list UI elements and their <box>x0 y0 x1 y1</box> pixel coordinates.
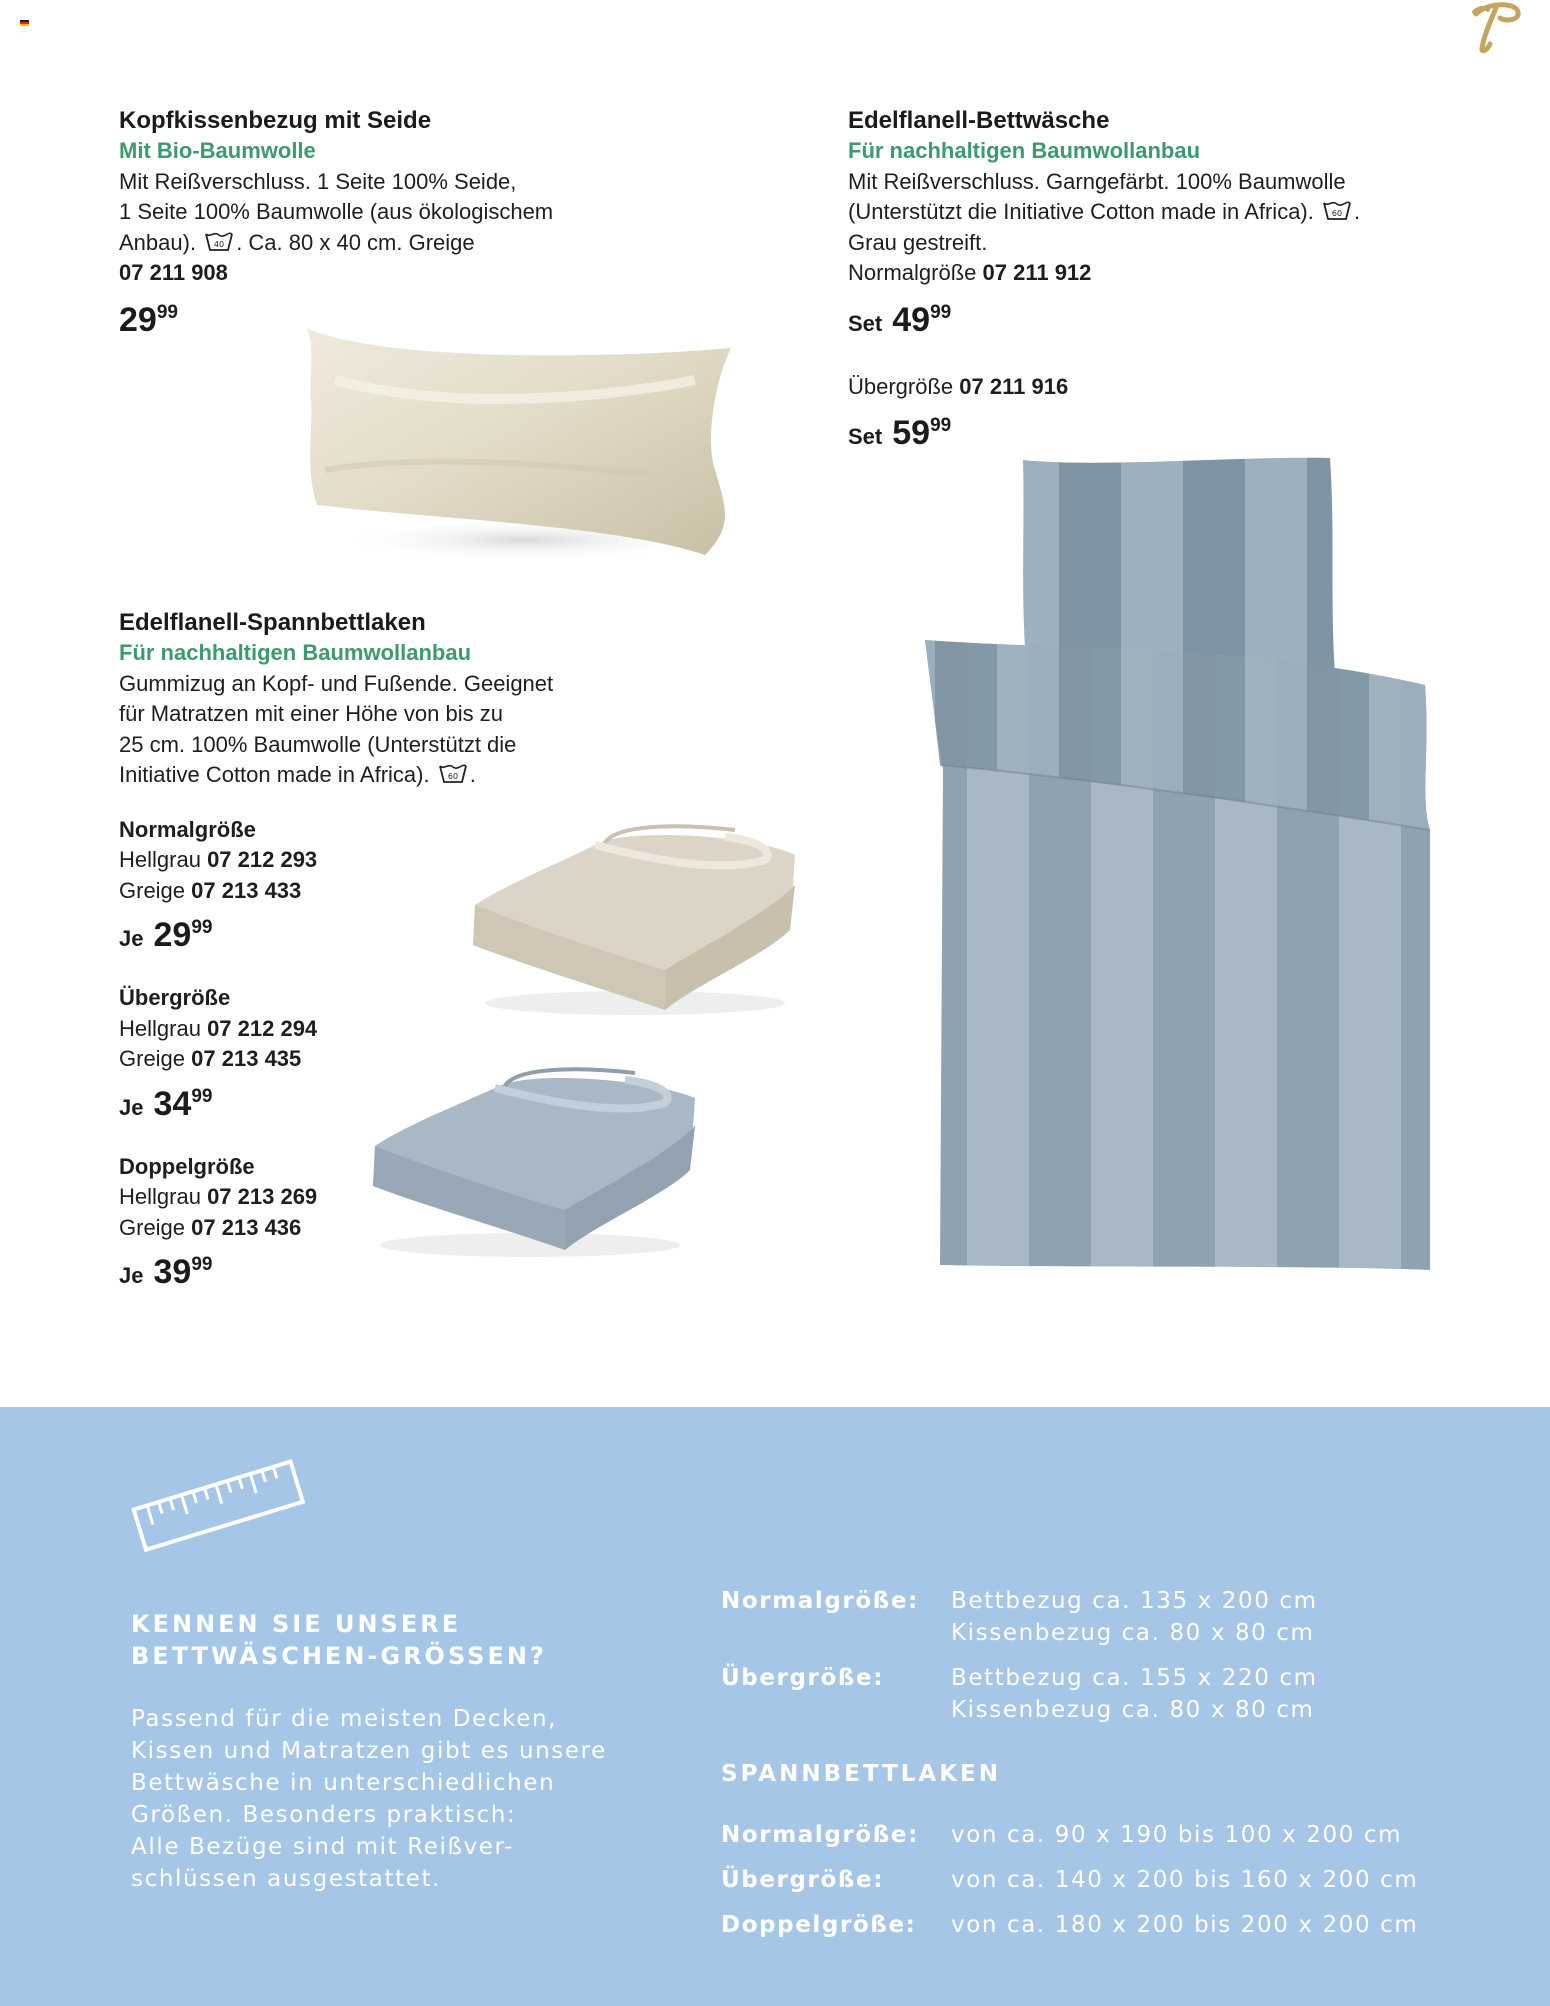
pillowcase-desc: Mit Reißverschluss. 1 Seite 100% Seide, <box>119 168 517 194</box>
pillowcase-article-number: 07 211 908 <box>119 260 228 285</box>
size-row-bett-ueber: Übergröße: Bettbezug ca. 155 x 220 cm Kissenbezug ca. 80 x 80 cm <box>721 1665 1318 1723</box>
wash-40-icon <box>204 231 234 253</box>
pillowcase-price: $29^{99}$ <box>119 300 178 339</box>
striped-bedding-image <box>905 450 1460 1280</box>
fitted-sheet-sizes-heading: SPANNBETTLAKEN <box>721 1761 1001 1787</box>
size-table <box>721 1585 1418 1941</box>
size-info-panel <box>0 1407 1550 2006</box>
wash-60-icon <box>1322 200 1352 222</box>
pillowcase-info <box>119 105 619 340</box>
duvet-oversize-price: Set $59^{99}$ <box>848 414 952 452</box>
fitted-sheet-desc: Initiative Cotton made in Africa). 60 . <box>119 762 476 787</box>
duvet-normal-size: Normalgröße 07 211 912 <box>848 260 1092 285</box>
flag-icon <box>20 20 29 26</box>
fitted-normal-price: Je $29^{99}$ <box>119 916 213 954</box>
fitted-double-price: Je $39^{99}$ <box>119 1253 213 1291</box>
pillowcase-subtitle: Mit Bio-Baumwolle <box>119 138 316 163</box>
pillowcase-title: Kopfkissenbezug mit Seide <box>119 107 432 134</box>
size-row-spann-doppel: Doppelgröße: von ca. 180 x 200 bis 200 x 200 cm <box>721 1912 1419 1938</box>
fitted-size-normal: Normalgröße Hellgrau 07 212 293 Greige 07 213 433 Je $29^{99}$ <box>119 815 599 960</box>
svg-text:60: 60 <box>1331 209 1343 218</box>
folded-sheet-grey-image <box>365 1060 700 1260</box>
wash-60-icon <box>438 763 468 785</box>
size-row-spann-ueber: Übergröße: von ca. 140 x 200 bis 160 x 200 cm <box>721 1867 1419 1893</box>
duvet-oversize: Übergröße 07 211 916 <box>848 373 1069 399</box>
duvet-set-desc: Grau gestreift. <box>848 229 988 255</box>
duvet-normal-price: Set $49^{99}$ <box>848 300 952 339</box>
duvet-set-subtitle: Für nachhaltigen Baumwollanbau <box>848 138 1201 163</box>
pillowcase-desc: 1 Seite 100% Baumwolle (aus ökologischem <box>119 199 554 224</box>
duvet-set-desc: (Unterstützt die Initiative Cotton made in Africa). 60 . <box>848 199 1361 224</box>
ruler-icon <box>128 1451 306 1559</box>
svg-text:60: 60 <box>447 772 458 781</box>
duvet-set-title: Edelflanell-Bettwäsche <box>848 107 1110 134</box>
folded-sheet-greige-image <box>465 815 800 1020</box>
silk-pillow-image <box>295 320 740 570</box>
fitted-sheet-desc: für Matratzen mit einer Höhe von bis zu <box>119 701 503 726</box>
fitted-sheet-subtitle: Für nachhaltigen Baumwollanbau <box>119 640 472 665</box>
fitted-size-oversize: Übergröße Hellgrau 07 212 294 Greige 07 213 435 Je $34^{99}$ <box>119 983 599 1128</box>
fitted-sheet-desc: Gummizug an Kopf- und Fußende. Geeignet <box>119 670 554 696</box>
duvet-set-desc: Mit Reißverschluss. Garngefärbt. 100% Baumwolle <box>848 168 1346 194</box>
svg-text:40: 40 <box>214 239 225 249</box>
fitted-sheet-title: Edelflanell-Spannbettlaken <box>119 609 426 636</box>
fitted-oversize-price: Je $34^{99}$ <box>119 1084 213 1123</box>
brand-logo-icon <box>1466 0 1526 56</box>
fitted-sheet-desc: 25 cm. 100% Baumwolle (Unterstützt die <box>119 731 517 757</box>
size-row-spann-normal: Normalgröße: von ca. 90 x 190 bis 100 x 200 cm <box>721 1822 1403 1848</box>
duvet-set-info <box>848 105 1468 457</box>
pillowcase-desc: Anbau). 40 . Ca. 80 x 40 cm. Greige <box>119 229 475 255</box>
fitted-size-double: Doppelgröße Hellgrau 07 213 269 Greige 07 213 436 Je $39^{99}$ <box>119 1152 599 1297</box>
size-row-bett-normal: Normalgröße: Bettbezug ca. 135 x 200 cm Kissenbezug ca. 80 x 80 cm <box>721 1588 1318 1646</box>
sizes-heading: KENNEN SIE UNSERE BETTWÄSCHEN-GRÖSSEN? <box>131 1610 547 1670</box>
sizes-description: Passend für die meisten Decken, Kissen und Matratzen gibt es unsere Bettwäsche in unterschiedlichen Größen. Besonders praktisch: Alle Bezüge sind mit Reißver- schlüssen ausgestattet. <box>131 1706 607 1892</box>
